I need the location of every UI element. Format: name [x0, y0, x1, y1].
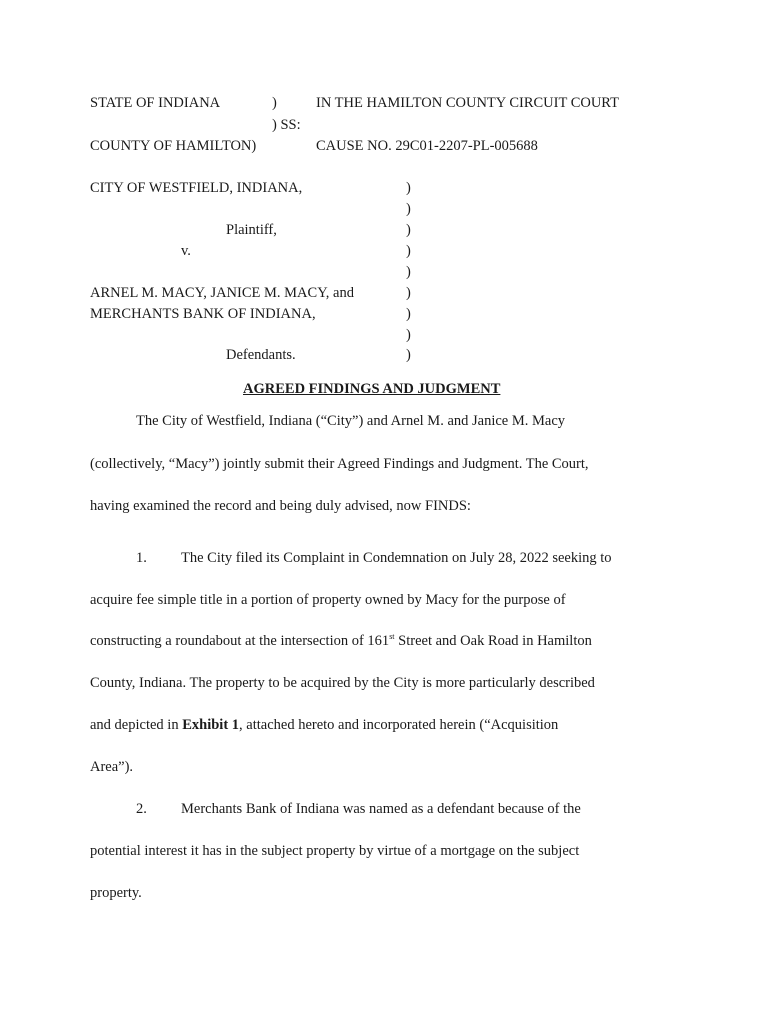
caption-paren: ) — [406, 222, 411, 238]
para1-line-5-end: , attached hereto and incorporated herein (“Acquisition — [239, 717, 559, 733]
caption-paren: ) — [406, 347, 411, 363]
para1-line-1: The City filed its Complaint in Condemnation on July 28, 2022 seeking to — [181, 550, 612, 566]
caption-paren: ) — [406, 285, 411, 301]
state-label: STATE OF INDIANA — [90, 95, 221, 111]
paragraph-number: 1. — [136, 550, 147, 566]
caption-paren: ) — [406, 243, 411, 259]
para1-line-5 — [90, 717, 558, 734]
caption-paren: ) — [406, 327, 411, 343]
intro-line-1: The City of Westfield, Indiana (“City”) and Arnel M. and Janice M. Macy — [136, 413, 566, 429]
defendants-role: Defendants. — [226, 347, 296, 363]
caption-paren: ) — [406, 264, 411, 280]
caption-paren: ) — [406, 201, 411, 217]
para1-line-3 — [90, 633, 592, 650]
paragraph-number: 2. — [136, 801, 147, 817]
court-name: IN THE HAMILTON COUNTY CIRCUIT COURT — [316, 95, 619, 111]
ordinal-suffix: st — [389, 632, 395, 642]
intro-line-2: (collectively, “Macy”) jointly submit their Agreed Findings and Judgment. The Court, — [90, 456, 589, 472]
exhibit-reference: Exhibit 1 — [182, 717, 240, 733]
para1-line-5-start: and depicted in — [90, 717, 183, 733]
intro-line-3: having examined the record and being duly advised, now FINDS: — [90, 498, 471, 514]
caption-paren: ) — [272, 95, 277, 111]
document-title: AGREED FINDINGS AND JUDGMENT — [243, 381, 501, 397]
caption-paren: ) — [406, 306, 411, 322]
para1-line-2: acquire fee simple title in a portion of property owned by Macy for the purpose of — [90, 592, 566, 608]
para2-line-2: potential interest it has in the subject property by virtue of a mortgage on the subject — [90, 843, 580, 859]
defendants-line-2: MERCHANTS BANK OF INDIANA, — [90, 306, 316, 322]
caption-paren: ) — [406, 180, 411, 196]
para2-line-3: property. — [90, 885, 142, 901]
para1-line-3-end: Street and Oak Road in Hamilton — [394, 633, 592, 649]
para2-line-1: Merchants Bank of Indiana was named as a defendant because of the — [181, 801, 581, 817]
defendants-line-1: ARNEL M. MACY, JANICE M. MACY, and — [90, 285, 354, 301]
plaintiff-role: Plaintiff, — [226, 222, 277, 238]
ss-label: ) SS: — [272, 117, 301, 133]
versus: v. — [181, 243, 191, 259]
plaintiff-name: CITY OF WESTFIELD, INDIANA, — [90, 180, 303, 196]
county-label: COUNTY OF HAMILTON) — [90, 138, 257, 154]
para1-line-3-start: constructing a roundabout at the intersection of 161 — [90, 633, 390, 649]
cause-number: CAUSE NO. 29C01-2207-PL-005688 — [316, 138, 538, 154]
para1-line-4: County, Indiana. The property to be acquired by the City is more particularly described — [90, 675, 595, 691]
para1-line-6: Area”). — [90, 759, 134, 775]
